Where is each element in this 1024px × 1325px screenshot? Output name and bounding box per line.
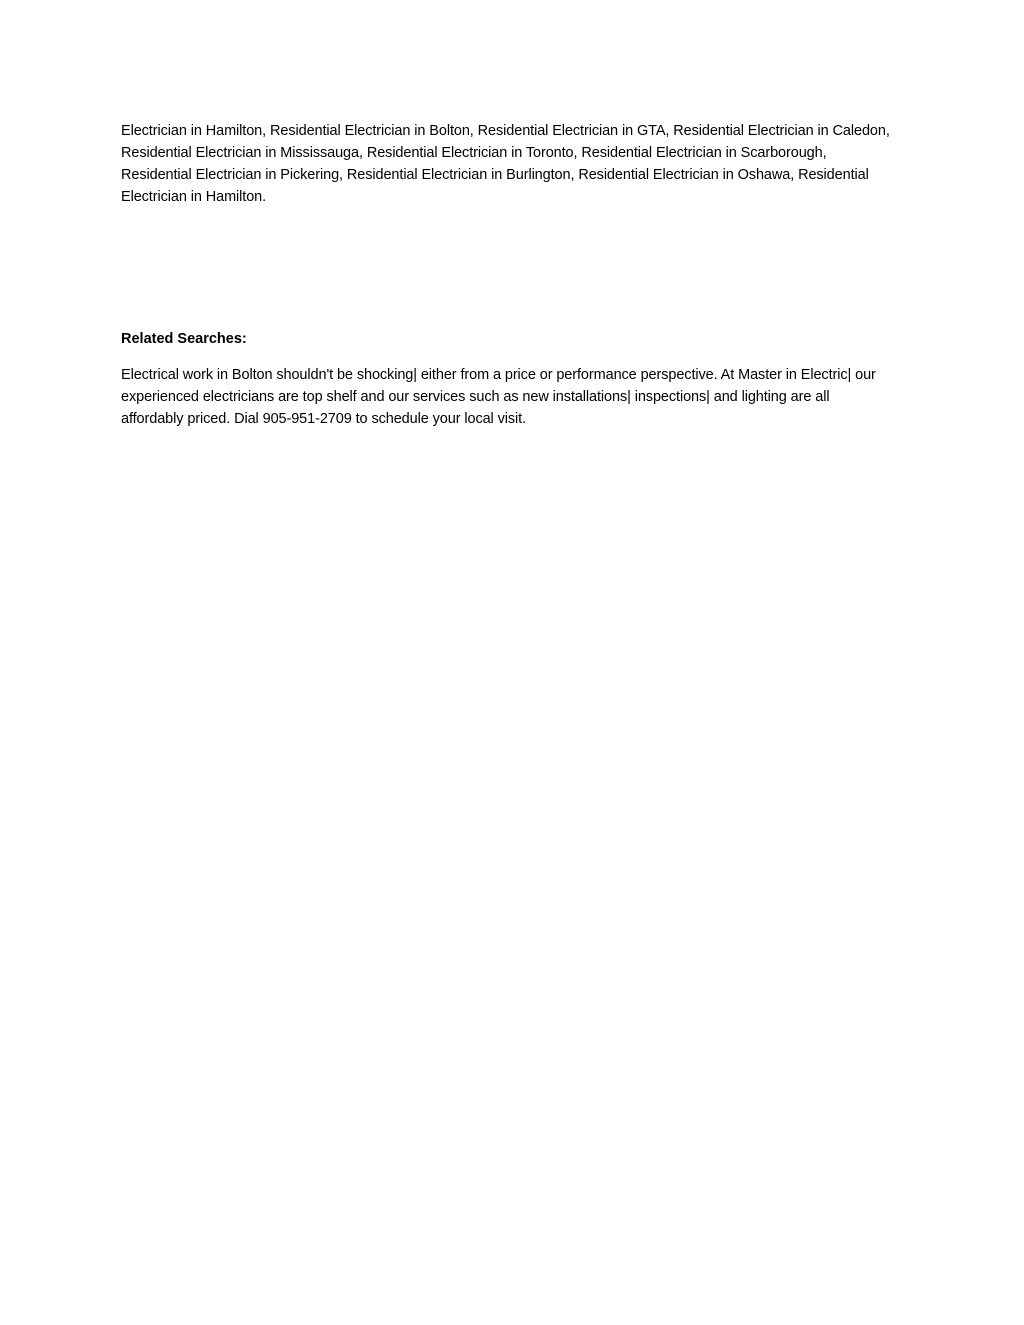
locations-paragraph: Electrician in Hamilton, Residential Electrician in Bolton, Residential Electrician in GTA, Residential Electrician in Caledon, Residential Electrician in Mississauga, Residential Electrician in Toronto, Residential Electrician in Scarborough, Residential Electrician in Pickering, Residential Electrician in Burlington, Residential Electrician in Oshawa, Residential Electrician in Hamilton. [121,123,890,205]
related-searches-heading: Related Searches: [121,331,247,347]
description-paragraph: Electrical work in Bolton shouldn't be shocking| either from a price or performance perspective. At Master in Electric| our experienced electricians are top shelf and our services such as new installations| inspections| and lighting are all affordably priced. Dial 905-951-2709 to schedule your local visit. [121,367,876,427]
